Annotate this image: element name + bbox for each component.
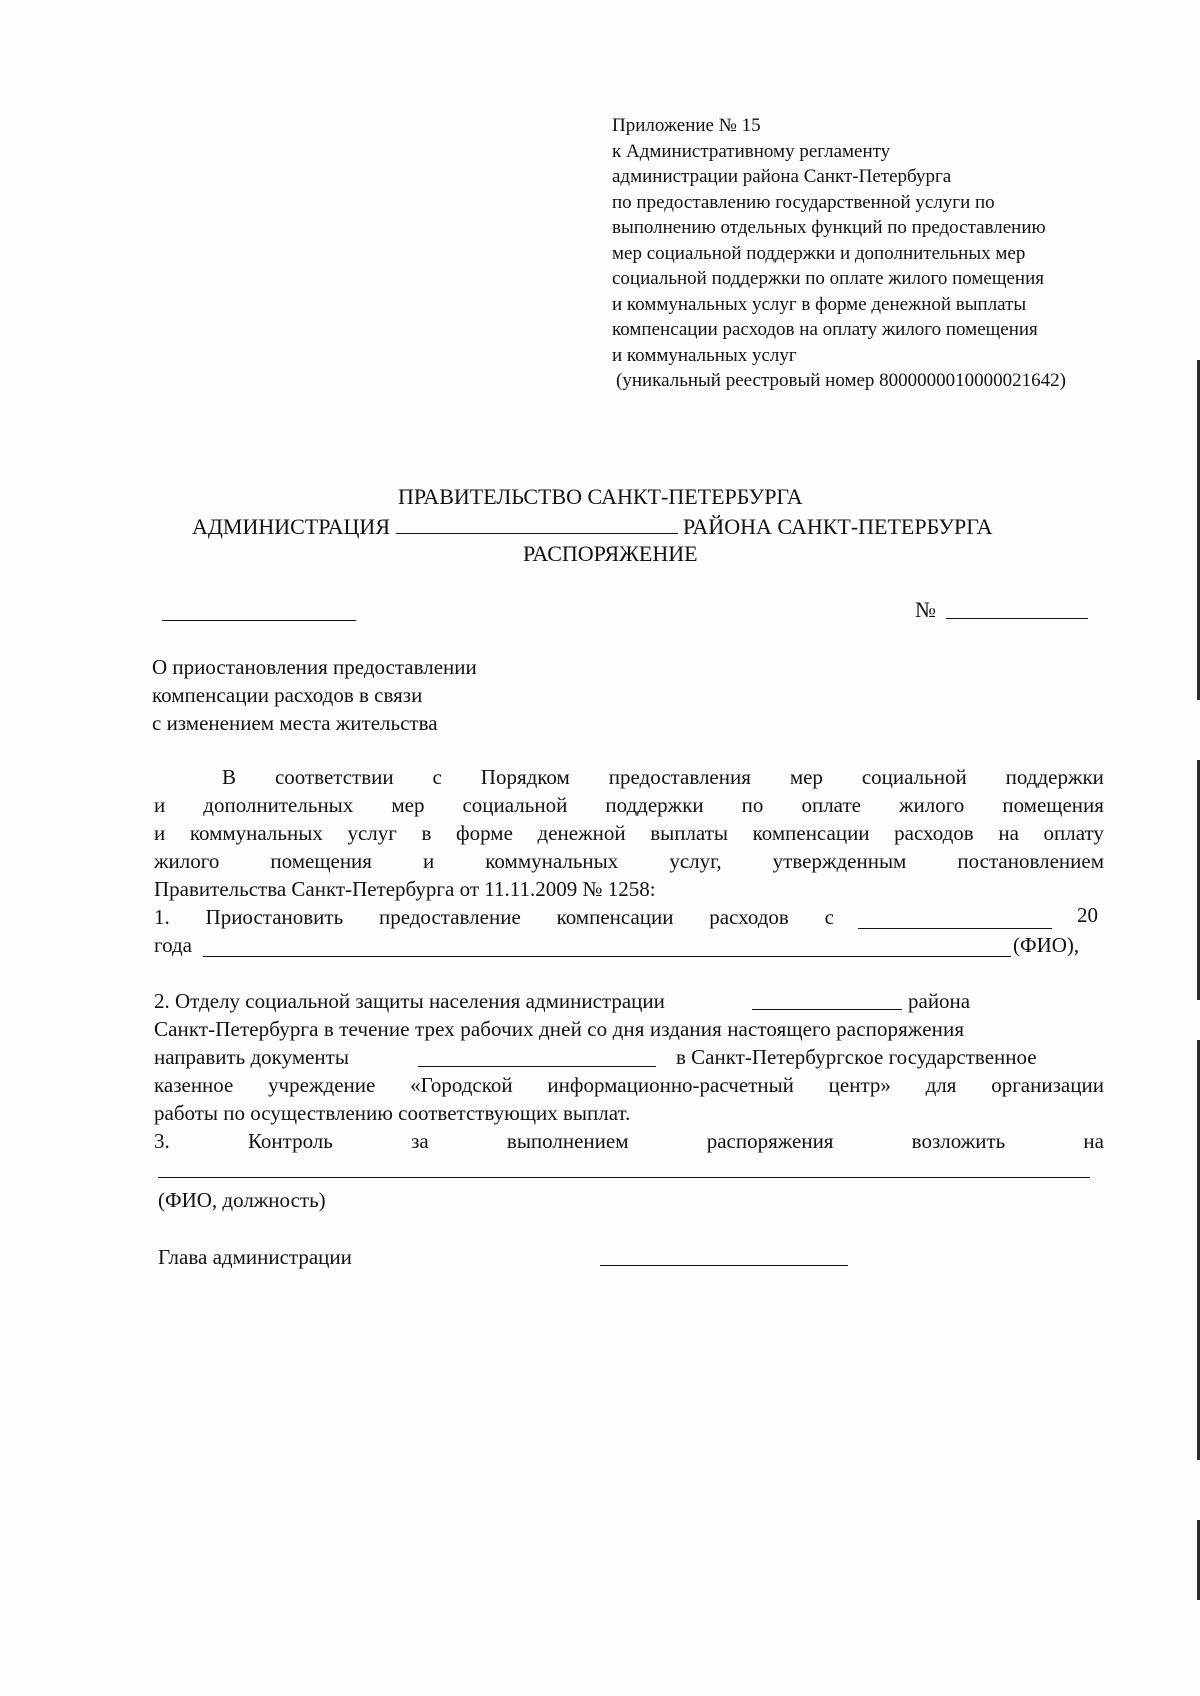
word: 1. [154, 905, 170, 929]
appendix-line: компенсации расходов на оплату жилого помещения [612, 319, 1038, 340]
year-word: года [154, 933, 192, 957]
word: постановлением [957, 849, 1104, 873]
subject-line: компенсации расходов в связи [152, 683, 423, 707]
item1-line [154, 905, 834, 930]
government-title: ПРАВИТЕЛЬСТВО САНКТ-ПЕТЕРБУРГА [398, 484, 803, 509]
word: казенное [154, 1073, 234, 1097]
word: и [423, 849, 435, 873]
item2-line-4 [154, 1073, 1104, 1098]
word: и [154, 821, 166, 845]
word: форме [456, 821, 513, 845]
appendix-line: администрации района Санкт-Петербурга [612, 166, 952, 187]
date-blank[interactable] [162, 620, 356, 621]
documents-blank[interactable] [418, 1066, 656, 1067]
item2-line-2: Санкт-Петербурга в течение трех рабочих дней со дня издания настоящего распоряжения [154, 1017, 965, 1041]
word: Контроль [247, 1129, 333, 1153]
intro-line-1 [222, 765, 1104, 790]
intro-line-4 [154, 849, 1104, 874]
subject-line: с изменением места жительства [152, 711, 438, 735]
word: социальной [861, 765, 967, 789]
word: мер [391, 793, 425, 817]
word: информационно-расчетный [547, 1073, 794, 1097]
word: выполнением [506, 1129, 629, 1153]
appendix-line: и коммунальных услуг в форме денежной выплаты [612, 293, 1027, 315]
number-blank[interactable] [946, 618, 1088, 619]
word: помещения [270, 849, 372, 873]
appendix-line: социальной поддержки по оплате жилого помещения [612, 268, 1045, 289]
fio-caption: (ФИО), [1013, 933, 1080, 957]
suspension-date-blank[interactable] [858, 928, 1052, 929]
word: помещения [1002, 793, 1104, 817]
word: 3. [154, 1129, 170, 1153]
item2-district-blank[interactable] [752, 1009, 902, 1010]
word: на [998, 821, 1019, 845]
word: услуг [347, 821, 397, 845]
item2-line-3-start: направить документы [154, 1045, 349, 1069]
document-type: РАСПОРЯЖЕНИЕ [523, 541, 698, 566]
item3-caption: (ФИО, должность) [158, 1188, 326, 1212]
item2-district-word: района [908, 989, 971, 1013]
item2-line-1: 2. Отделу социальной защиты населения администрации [154, 989, 665, 1013]
administration-title [192, 513, 992, 540]
word: за [411, 1129, 429, 1153]
word: услуг, [669, 849, 722, 873]
word: организации [991, 1073, 1104, 1097]
administration-suffix: РАЙОНА САНКТ-ПЕТЕРБУРГА [683, 514, 993, 539]
word: учреждение [268, 1073, 376, 1097]
subject-line: О приостановления предоставлении [152, 655, 477, 679]
appendix-block [612, 113, 1172, 394]
responsible-person-blank[interactable] [158, 1177, 1090, 1178]
word: В [222, 765, 237, 789]
district-name-blank[interactable] [396, 513, 678, 534]
year-prefix: 20 [1077, 903, 1098, 927]
word: на [1083, 1129, 1104, 1153]
word: оплате [801, 793, 861, 817]
word: центр» [828, 1073, 891, 1097]
word: предоставление [378, 905, 521, 929]
intro-line-5: Правительства Санкт-Петербурга от 11.11.2009 № 1258: [154, 877, 656, 901]
word: дополнительных [203, 793, 354, 817]
registry-number: (уникальный реестровый номер 8000000010000021642) [616, 370, 1067, 391]
word: с [432, 765, 442, 789]
word: для [925, 1073, 957, 1097]
word: жилого [898, 793, 965, 817]
word: жилого [154, 849, 220, 873]
intro-line-3 [154, 821, 1104, 846]
word: в [421, 821, 432, 845]
word: коммунальных [189, 821, 323, 845]
signature-blank[interactable] [600, 1265, 848, 1266]
word: компенсации [556, 905, 674, 929]
appendix-line: Приложение № 15 [612, 115, 761, 136]
item2-line-5: работы по осуществлению соответствующих выплат. [154, 1101, 631, 1125]
signature-label: Глава администрации [158, 1245, 352, 1269]
word: и [154, 793, 166, 817]
number-sign: № [915, 597, 936, 622]
word: предоставления [608, 765, 751, 789]
word: расходов [894, 821, 974, 845]
word: оплату [1043, 821, 1104, 845]
word: по [741, 793, 764, 817]
word: утвержденным [772, 849, 907, 873]
word: поддержки [605, 793, 704, 817]
appendix-line: выполнению отдельных функций по предоставлению [612, 217, 1046, 238]
appendix-line: к Административному регламенту [612, 140, 891, 162]
word: расходов [709, 905, 789, 929]
word: коммунальных [485, 849, 619, 873]
word: Порядком [480, 765, 570, 789]
item2-line-3-end: в Санкт-Петербургское государственное [676, 1045, 1037, 1069]
word: распоряжения [706, 1129, 834, 1153]
word: социальной [462, 793, 568, 817]
item3-line [154, 1129, 1104, 1154]
word: Приостановить [205, 905, 344, 929]
word: компенсации [752, 821, 870, 845]
word: с [824, 905, 834, 929]
intro-line-2 [154, 793, 1104, 818]
word: соответствии [274, 765, 394, 789]
word: мер [789, 765, 823, 789]
appendix-line: и коммунальных услуг [612, 344, 797, 366]
word: выплаты [650, 821, 728, 845]
word: денежной [537, 821, 626, 845]
appendix-line: по предоставлению государственной услуги по [612, 191, 995, 213]
appendix-line: мер социальной поддержки и дополнительных мер [612, 242, 1026, 264]
administration-prefix: АДМИНИСТРАЦИЯ [192, 514, 390, 539]
word: поддержки [1005, 765, 1104, 789]
recipient-fio-blank[interactable] [203, 956, 1011, 957]
word: «Городской [410, 1073, 513, 1097]
word: возложить [911, 1129, 1006, 1153]
